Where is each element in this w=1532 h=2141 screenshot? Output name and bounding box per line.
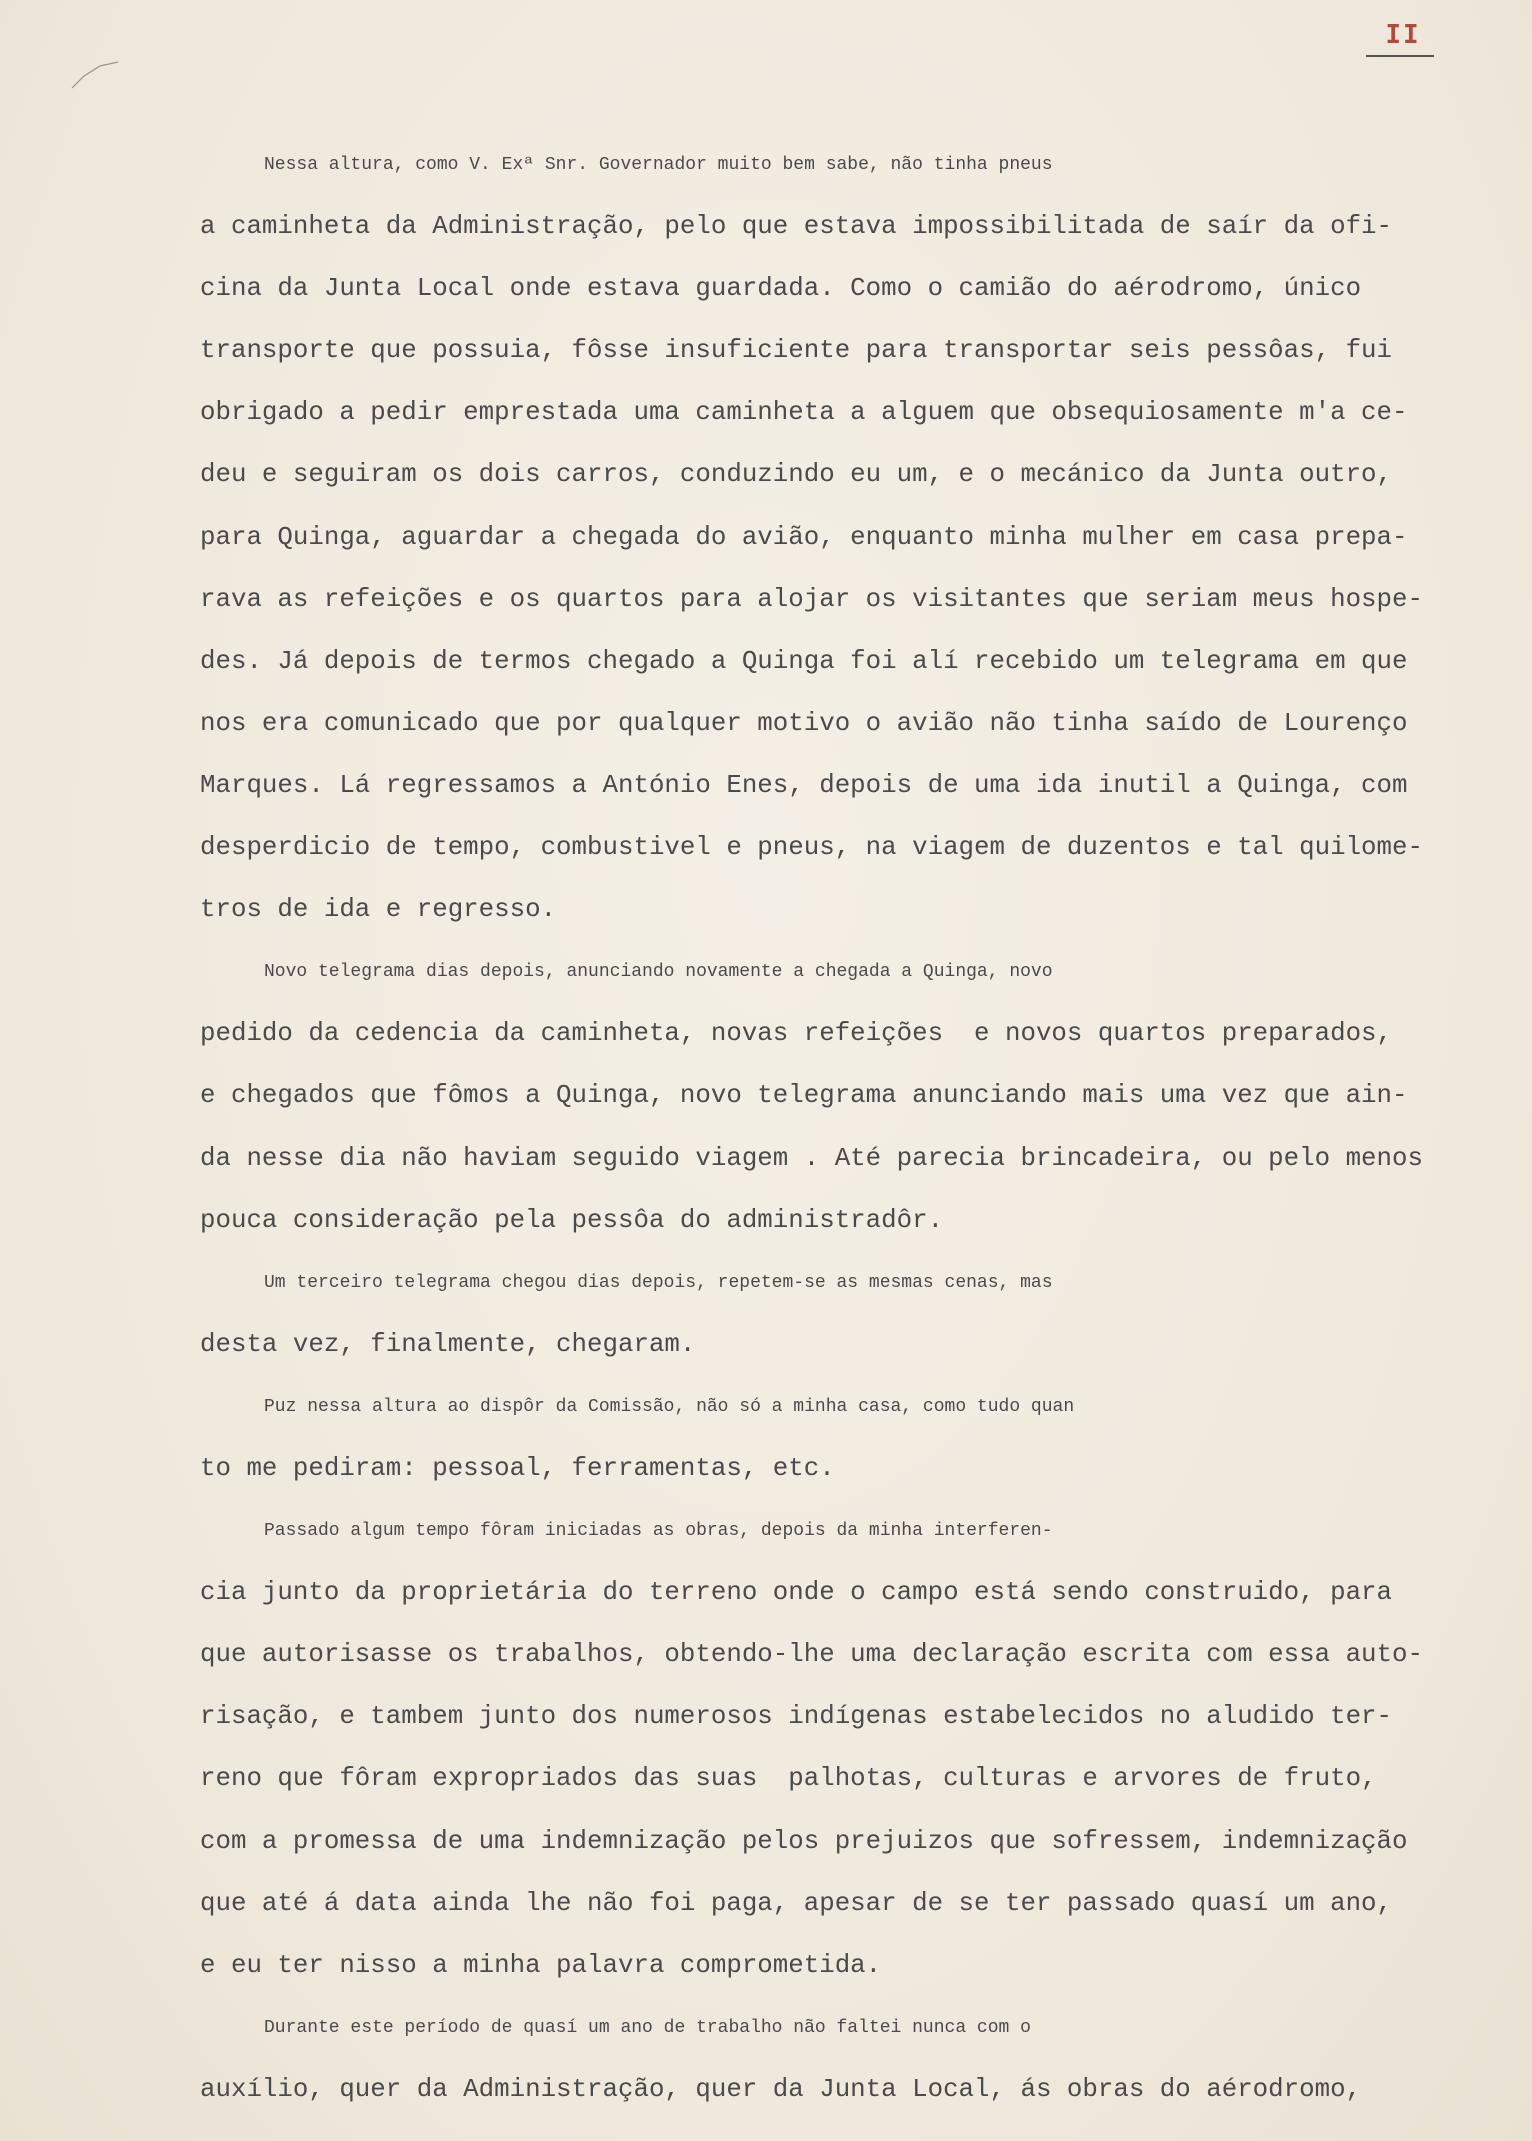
text-line: rava as refeições e os quartos para alojar os visitantes que seriam meus hospe- (200, 584, 1423, 614)
page-number-underline (1366, 55, 1434, 57)
typed-letter-body (200, 134, 1510, 2121)
page-number: II (1385, 20, 1421, 50)
text-line: obrigado a pedir emprestada uma caminheta a alguem que obsequiosamente m'a ce- (200, 398, 1408, 428)
text-line: transporte que possuia, fôsse insuficiente para transportar seis pessôas, fui (200, 336, 1393, 366)
text-line: da nesse dia não haviam seguido viagem . Até parecia brincadeira, ou pelo menos (200, 1143, 1423, 1173)
text-line: cia junto da proprietária do terreno onde o campo está sendo construido, para (200, 1578, 1393, 1608)
text-line: para Quinga, aguardar a chegada do avião, enquanto minha mulher em casa prepa- (200, 522, 1408, 552)
text-line: Um terceiro telegrama chegou dias depois, repetem-se as mesmas cenas, mas (264, 1272, 1053, 1293)
text-line: desta vez, finalmente, chegaram. (200, 1329, 696, 1359)
text-line: com a promessa de uma indemnização pelos prejuizos que sofressem, indemnização (200, 1826, 1408, 1856)
text-line: que até á data ainda lhe não foi paga, apesar de se ter passado quasí um ano, (200, 1888, 1393, 1918)
text-line: auxílio, quer da Administração, quer da Junta Local, ás obras do aérodromo, (200, 2074, 1362, 2104)
text-line: pedido da cedencia da caminheta, novas refeições e novos quartos preparados, (200, 1019, 1393, 1049)
text-line: a caminheta da Administração, pelo que estava impossibilitada de saír da ofi- (200, 212, 1393, 242)
text-line: que autorisasse os trabalhos, obtendo-lhe uma declaração escrita com essa auto- (200, 1640, 1423, 1670)
text-line: deu e seguiram os dois carros, conduzindo eu um, e o mecánico da Junta outro, (200, 460, 1393, 490)
paper-crease-mark (70, 60, 120, 90)
text-line: to me pediram: pessoal, ferramentas, etc. (200, 1453, 835, 1483)
text-line: des. Já depois de termos chegado a Quinga foi alí recebido um telegrama em que (200, 646, 1408, 676)
text-line: Puz nessa altura ao dispôr da Comissão, não só a minha casa, como tudo quan (264, 1396, 1075, 1417)
text-line: reno que fôram expropriados das suas palhotas, culturas e arvores de fruto, (200, 1764, 1377, 1794)
text-line: nos era comunicado que por qualquer motivo o avião não tinha saído de Lourenço (200, 708, 1408, 738)
text-line: cina da Junta Local onde estava guardada. Como o camião do aérodromo, único (200, 274, 1362, 304)
text-line: Durante este período de quasí um ano de trabalho não faltei nunca com o (264, 2017, 1031, 2038)
text-line: risação, e tambem junto dos numerosos indígenas estabelecidos no aludido ter- (200, 1702, 1393, 1732)
text-line: e chegados que fômos a Quinga, novo telegrama anunciando mais uma vez que ain- (200, 1081, 1408, 1111)
text-line: Passado algum tempo fôram iniciadas as obras, depois da minha interferen- (264, 1521, 1053, 1542)
text-line: Nessa altura, como V. Exª Snr. Governador muito bem sabe, não tinha pneus (264, 155, 1053, 175)
text-line: e eu ter nisso a minha palavra comprometida. (200, 1950, 882, 1980)
text-line: Novo telegrama dias depois, anunciando novamente a chegada a Quinga, novo (264, 962, 1053, 983)
text-line: tros de ida e regresso. (200, 895, 557, 925)
text-line: pouca consideração pela pessôa do administradôr. (200, 1205, 944, 1235)
text-line: Marques. Lá regressamos a António Enes, depois de uma ida inutil a Quinga, com (200, 770, 1408, 800)
text-line: desperdicio de tempo, combustivel e pneus, na viagem de duzentos e tal quilome- (200, 833, 1423, 863)
